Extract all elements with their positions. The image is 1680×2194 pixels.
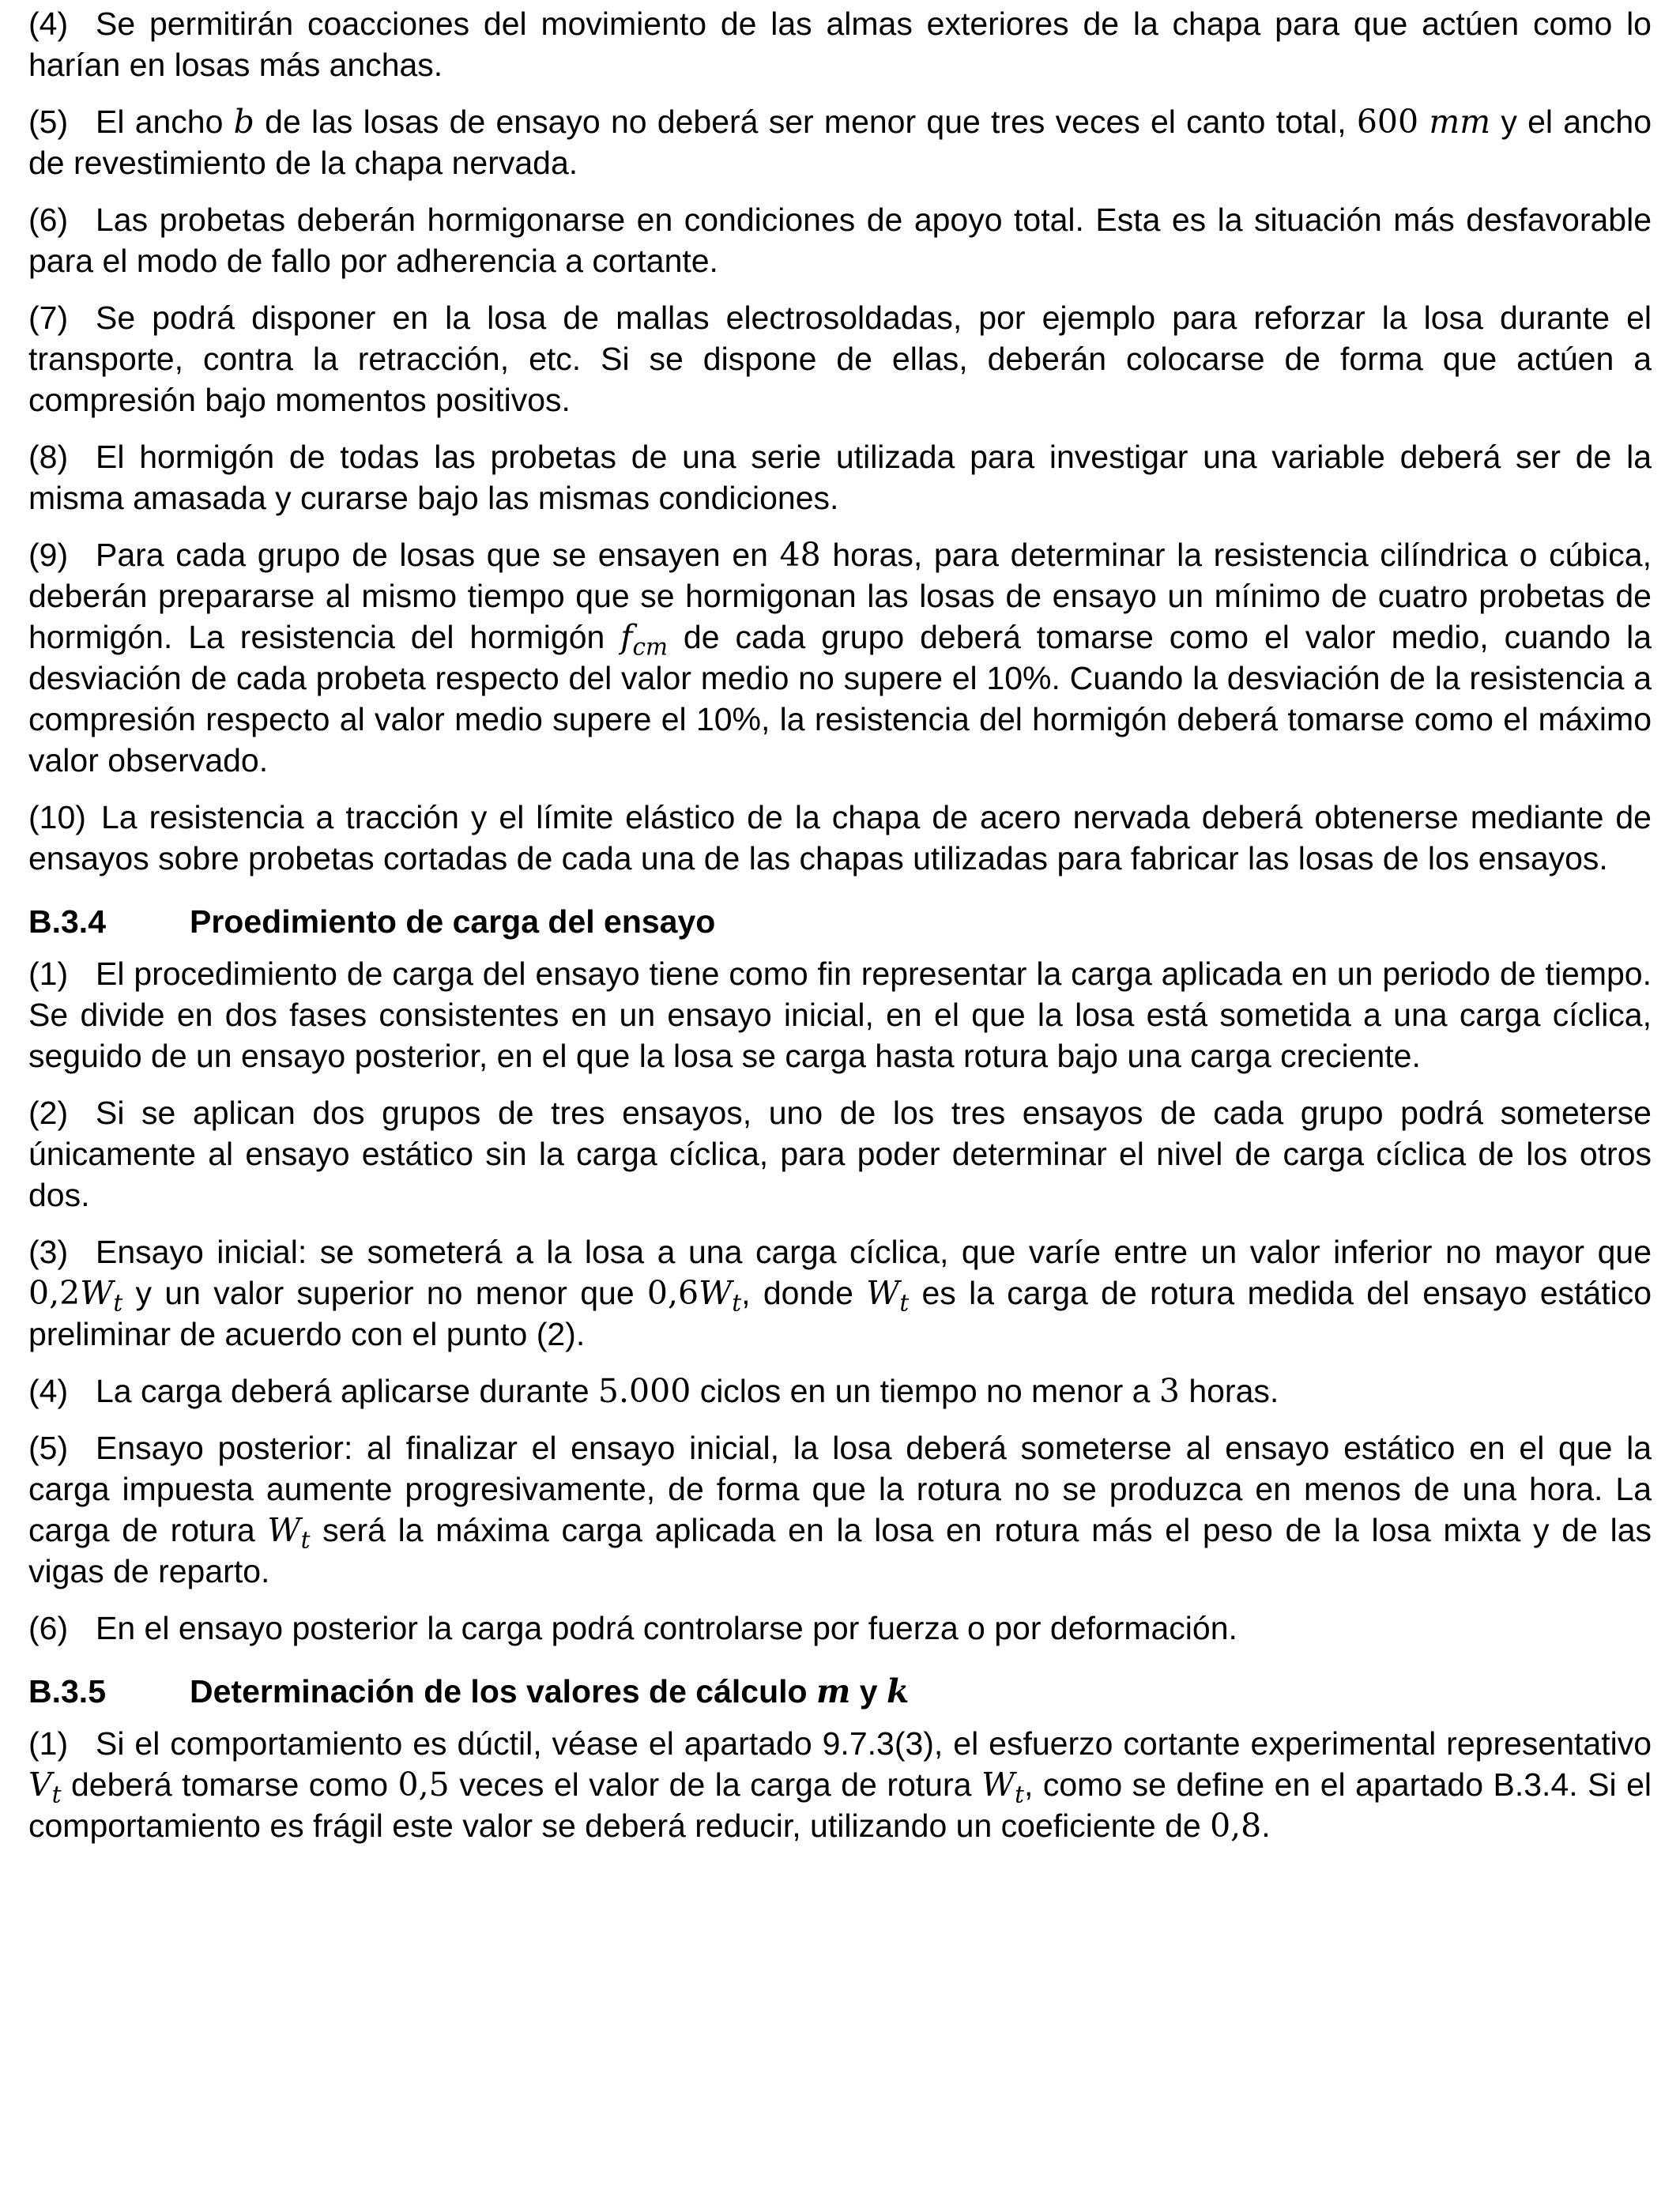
paragraph-number: (7) — [28, 300, 69, 336]
section-number: B.3.4 — [28, 903, 106, 940]
paragraph-8 — [28, 436, 1652, 518]
math-variable-w: W — [981, 1766, 1015, 1804]
math-subscript: t — [113, 1289, 123, 1317]
math-number: 0,5 — [397, 1766, 450, 1804]
paragraph-10 — [28, 797, 1652, 879]
paragraph-text: Para cada grupo de losas que se ensayen en — [96, 537, 780, 573]
math-subscript: t — [51, 1781, 62, 1808]
paragraph-text: Si se aplican dos grupos de tres ensayos, uno de los tres ensayos de cada grupo podrá someterse únicamente al ensayo estático sin la carga cíclica, para poder determinar el nivel de carga cíclica de los otros dos. — [28, 1095, 1652, 1213]
paragraph-b334-4 — [28, 1370, 1652, 1412]
paragraph-text: será la máxima carga aplicada en la losa en rotura más el peso de la losa mixta y de las vigas de reparto. — [28, 1512, 1652, 1589]
document-page — [28, 3, 1652, 1862]
section-number: B.3.5 — [28, 1673, 106, 1710]
paragraph-text: El ancho — [96, 104, 234, 140]
math-variable-w: W — [80, 1274, 114, 1312]
paragraph-number: (4) — [28, 1373, 69, 1409]
paragraph-text: En el ensayo posterior la carga podrá controlarse por fuerza o por deformación. — [96, 1610, 1237, 1646]
paragraph-text: El hormigón de todas las probetas de una serie utilizada para investigar una variable deberá ser de la misma amasada y curarse bajo las mismas condiciones. — [28, 439, 1652, 516]
math-subscript: cm — [632, 633, 668, 661]
paragraph-b334-6 — [28, 1608, 1652, 1649]
paragraph-number: (3) — [28, 1234, 69, 1270]
paragraph-text: de las losas de ensayo no deberá ser menor que tres veces el canto total, — [254, 104, 1357, 140]
paragraph-text: horas, para determinar la resistencia cilíndrica o cúbica, deberán prepararse al mismo tiempo que se hormigonan las losas de ensayo un mínimo de cuatro probetas de hormigón. La resistencia del hormigón — [28, 537, 1652, 655]
paragraph-text: , donde — [741, 1275, 867, 1311]
paragraph-text: . — [1261, 1808, 1271, 1844]
paragraph-b334-5 — [28, 1427, 1652, 1592]
paragraph-text: veces el valor de la carga de rotura — [449, 1766, 981, 1803]
paragraph-7 — [28, 297, 1652, 420]
paragraph-text: , como se define en el apartado B.3.4. Si el comportamiento es frágil este valor se deberá reducir, utilizando un coeficiente de — [28, 1766, 1652, 1844]
paragraph-4 — [28, 3, 1652, 85]
math-number: 5.000 — [597, 1372, 691, 1410]
paragraph-text: y el ancho de revestimiento de la chapa nervada. — [28, 104, 1652, 181]
math-subscript: t — [1015, 1781, 1024, 1808]
paragraph-text: El procedimiento de carga del ensayo tiene como fin representar la carga aplicada en un periodo de tiempo. Se divide en dos fases consistentes en un ensayo inicial, en el que la losa está sometida a una carga cíclica, seguido de un ensayo posterior, en el que la losa se carga hasta rotura bajo una carga creciente. — [28, 956, 1652, 1074]
paragraph-b335-1 — [28, 1723, 1652, 1846]
paragraph-number: (1) — [28, 956, 69, 992]
paragraph-b334-2 — [28, 1092, 1652, 1216]
paragraph-text: y un valor superior no menor que — [122, 1275, 647, 1311]
paragraph-text: es la carga de rotura medida del ensayo estático preliminar de acuerdo con el punto (2). — [28, 1275, 1652, 1352]
paragraph-text: horas. — [1179, 1373, 1279, 1409]
section-title: Determinación de los valores de cálculo — [190, 1673, 816, 1710]
paragraph-b334-1 — [28, 953, 1652, 1076]
paragraph-5 — [28, 101, 1652, 183]
math-variable-v: V — [28, 1766, 52, 1804]
paragraph-number: (6) — [28, 1610, 69, 1646]
math-variable-b: b — [233, 103, 254, 141]
math-variable-f: f — [620, 618, 633, 656]
paragraph-number: (1) — [28, 1725, 69, 1762]
paragraph-b334-3 — [28, 1231, 1652, 1355]
math-variable-w: W — [699, 1274, 733, 1312]
section-title: Proedimiento de carga del ensayo — [190, 903, 716, 940]
math-number: 600 — [1356, 103, 1419, 141]
paragraph-number: (9) — [28, 537, 69, 573]
paragraph-9 — [28, 534, 1652, 781]
paragraph-number: (5) — [28, 104, 69, 140]
math-subscript: t — [300, 1526, 311, 1554]
paragraph-number: (4) — [28, 6, 69, 42]
math-number: 0,6 — [646, 1274, 699, 1312]
paragraph-text: Se podrá disponer en la losa de mallas electrosoldadas, por ejemplo para reforzar la losa durante el transporte, contra la retracción, etc. Si se dispone de ellas, deberán colocarse de forma que actúen a compresión bajo momentos positivos. — [28, 300, 1652, 418]
math-number: 48 — [779, 536, 821, 574]
math-subscript: t — [899, 1289, 910, 1317]
paragraph-text: Se permitirán coacciones del movimiento de las almas exteriores de la chapa para que actúen como lo harían en losas más anchas. — [28, 6, 1652, 83]
paragraph-text: Ensayo posterior: al finalizar el ensayo inicial, la losa deberá someterse al ensayo estático en el que la carga impuesta aumente progresivamente, de forma que la rotura no se produzca en menos de una hora. La carga de rotura — [28, 1430, 1652, 1548]
math-variable-k: k — [886, 1672, 910, 1710]
paragraph-text: Ensayo inicial: se someterá a la losa a una carga cíclica, que varíe entre un valor inferior no mayor que — [96, 1234, 1652, 1270]
paragraph-6 — [28, 199, 1652, 281]
paragraph-text: Las probetas deberán hormigonarse en condiciones de apoyo total. Esta es la situación más desfavorable para el modo de fallo por adherencia a cortante. — [28, 202, 1652, 279]
paragraph-number: (5) — [28, 1430, 69, 1466]
math-variable-m: m — [816, 1672, 851, 1710]
math-variable-w: W — [866, 1274, 900, 1312]
paragraph-text: La resistencia a tracción y el límite elástico de la chapa de acero nervada deberá obtenerse mediante de ensayos sobre probetas cortadas de cada una de las chapas utilizadas para fabricar las losas de los ensayos. — [28, 799, 1652, 876]
paragraph-text: ciclos en un tiempo no menor a — [691, 1373, 1159, 1409]
paragraph-text: Si el comportamiento es dúctil, véase el apartado 9.7.3(3), el esfuerzo cortante experimental representativo — [96, 1725, 1652, 1762]
section-heading-b335 — [28, 1671, 1652, 1712]
paragraph-number: (8) — [28, 439, 69, 475]
paragraph-number: (10) — [28, 799, 86, 835]
section-heading-b334 — [28, 901, 1652, 942]
math-number: 0,2 — [28, 1274, 81, 1312]
paragraph-text: La carga deberá aplicarse durante — [96, 1373, 598, 1409]
section-title: y — [850, 1673, 887, 1710]
math-subscript: t — [732, 1289, 742, 1317]
paragraph-text: de cada grupo deberá tomarse como el valor medio, cuando la desviación de cada probeta respecto del valor medio no supere el 10%. Cuando la desviación de la resistencia a compresión respecto al valor medio supere el 10%, la resistencia del hormigón deberá tomarse como el máximo valor observado. — [28, 619, 1652, 778]
math-unit: mm — [1429, 103, 1491, 141]
math-number: 0,8 — [1210, 1807, 1262, 1845]
math-variable-w: W — [267, 1511, 301, 1549]
paragraph-number: (6) — [28, 202, 69, 238]
paragraph-text: deberá tomarse como — [61, 1766, 398, 1803]
paragraph-number: (2) — [28, 1095, 69, 1131]
math-number: 3 — [1158, 1372, 1180, 1410]
